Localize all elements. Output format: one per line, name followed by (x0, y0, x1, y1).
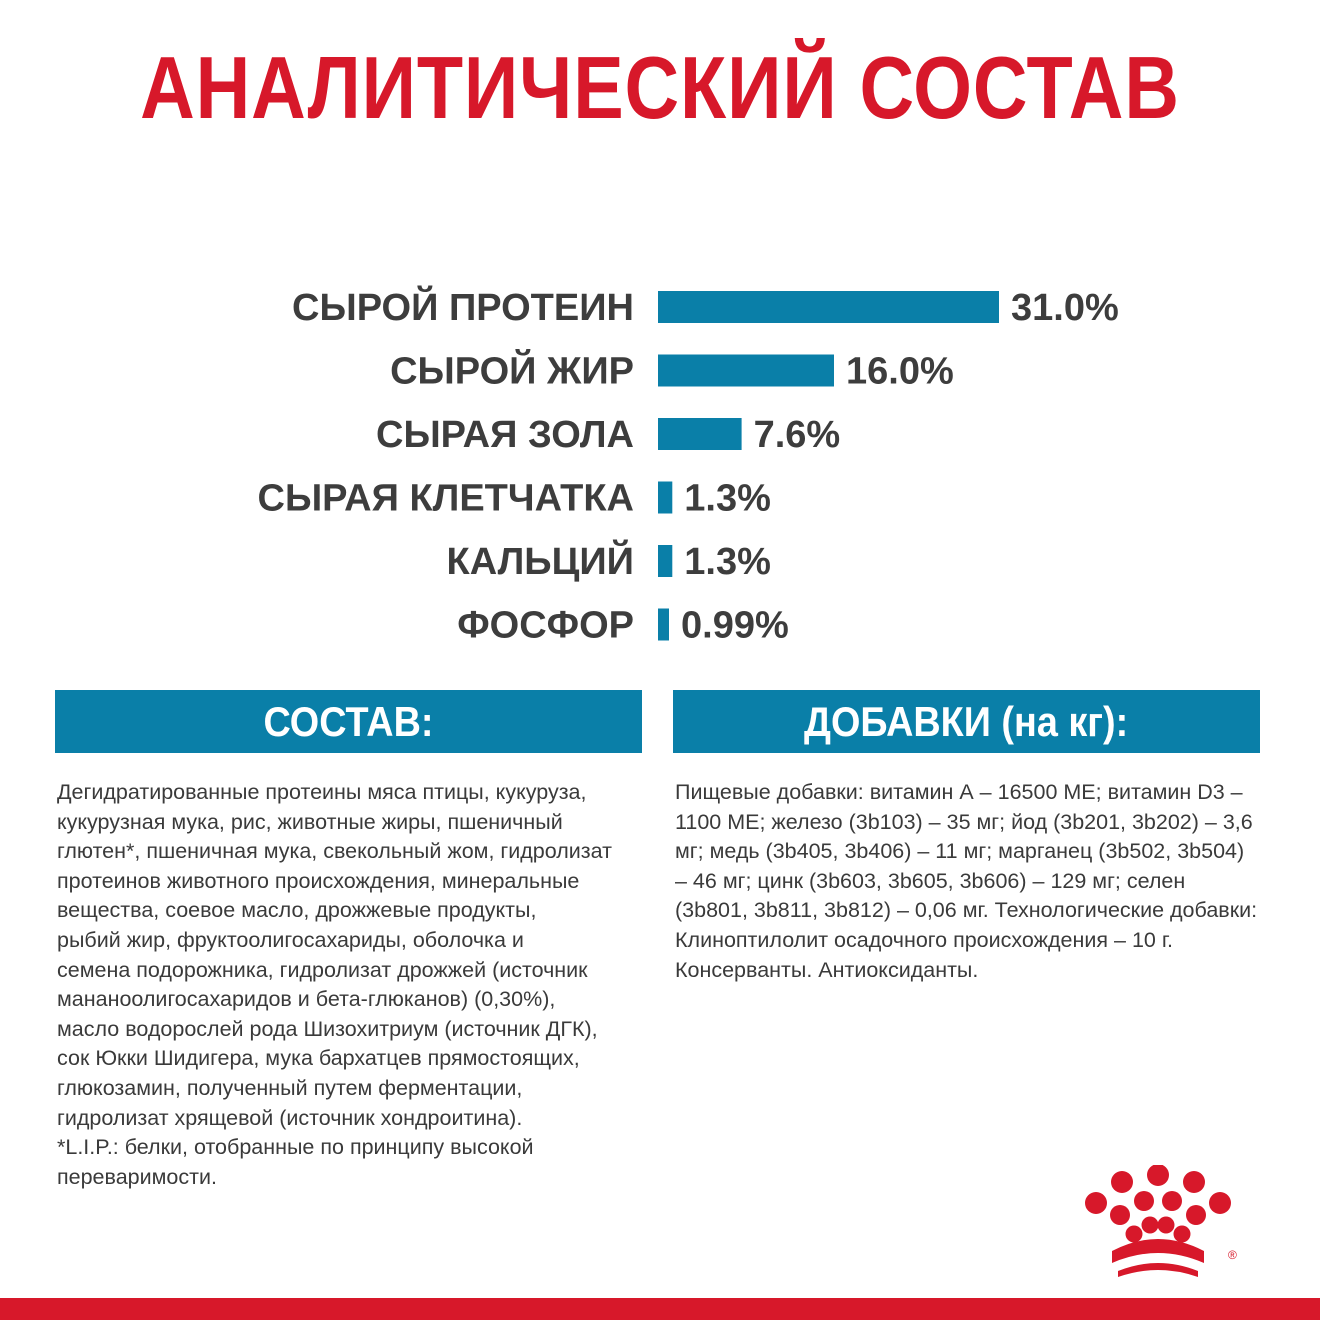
value-label: 31.0% (1011, 287, 1119, 329)
composition-header (55, 690, 642, 753)
additives-text: Пищевые добавки: витамин А – 16500 МЕ; витамин D3 – 1100 МЕ; железо (3b103) – 35 мг; йод (3b201, 3b202) – 3,6 мг; медь (3b405, 3b406) – 11 мг; марганец (3b502, 3b504) – 46 мг; цинк (3b603, 3b605, 3b606) – 129 мг; селен (3b801, 3b811, 3b812) – 0,06 мг. Технологические добавки: Клиноптилолит осадочного происхождения – 10 г. Консерванты. Антиоксиданты. (675, 780, 1258, 982)
bar (658, 545, 672, 577)
page-title: АНАЛИТИЧЕСКИЙ СОСТАВ (140, 38, 1180, 137)
bar (658, 418, 742, 450)
value-label: 7.6% (753, 414, 841, 456)
nutrient-bar-chart (0, 270, 1320, 660)
value-label: 16.0% (846, 350, 954, 393)
crown-logo-icon (1082, 1165, 1262, 1295)
bar (658, 482, 672, 514)
bottom-stripe (0, 1298, 1320, 1320)
additives-header (673, 690, 1260, 753)
category-label: СЫРАЯ КЛЕТЧАТКА (257, 477, 634, 520)
value-label: 0.99% (681, 604, 789, 647)
bar (658, 291, 999, 323)
category-label: СЫРОЙ ЖИР (390, 350, 634, 393)
category-label: ФОСФОР (457, 604, 634, 647)
category-label: КАЛЬЦИЙ (446, 541, 634, 583)
category-label: СЫРОЙ ПРОТЕИН (292, 287, 634, 329)
value-label: 1.3% (684, 477, 771, 520)
composition-text: Дегидратированные протеины мяса птицы, кукуруза, кукурузная мука, рис, животные жиры, пшеничный глютен*, пшеничная мука, свекольный жом, гидролизат протеинов животного происхождения, минеральные вещества, соевое масло, дрожжевые продукты, рыбий жир, фруктоолигосахариды, оболочка и семена подорожника, гидролизат дрожжей (источник мананоолигосахаридов и бета-глюканов) (0,30%), масло водорослей рода Шизохитриум (источник ДГК), сок Юкки Шидигера, мука бархатцев прямостоящих, глюкозамин, полученный путем ферментации, гидролизат хрящевой (источник хондроитина). *L.I.P.: белки, отобранные по принципу высокой переваримости. (57, 780, 612, 1189)
value-label: 1.3% (684, 541, 771, 583)
bar (658, 609, 669, 641)
composition-header-label: СОСТАВ: (263, 697, 434, 745)
category-label: СЫРАЯ ЗОЛА (376, 414, 634, 456)
bar (658, 355, 834, 387)
registered-mark: ® (1228, 1248, 1237, 1262)
additives-header-label: ДОБАВКИ (на кг): (804, 697, 1129, 745)
